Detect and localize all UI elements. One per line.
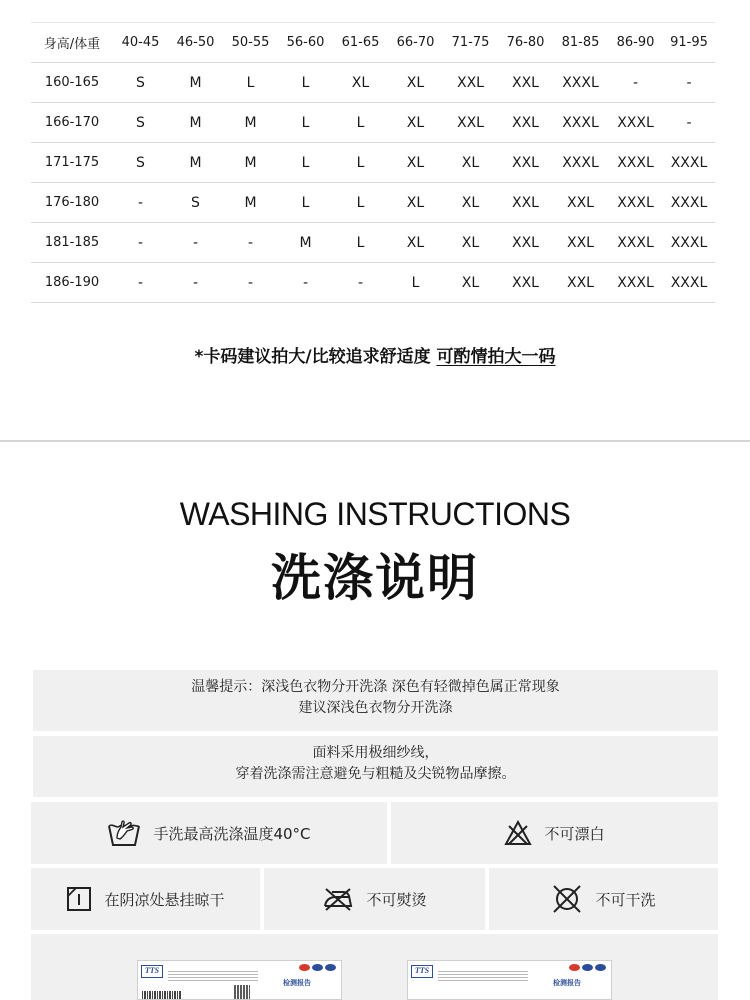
hand-wash-icon [107, 818, 141, 848]
height-range-cell: 186-190 [31, 263, 113, 303]
washing-tip-color [33, 670, 718, 731]
size-cell: XXL [443, 63, 498, 103]
care-label: 在阴凉处悬挂晾干 [104, 890, 225, 909]
size-cell: M [168, 143, 223, 183]
care-no-iron [264, 868, 485, 930]
size-cell: XXXL [663, 143, 715, 183]
size-cell: XL [443, 263, 498, 303]
care-label: 不可干洗 [595, 890, 656, 909]
height-range-cell: 181-185 [31, 223, 113, 263]
tts-logo: TTS [411, 965, 433, 978]
size-cell: - [113, 263, 168, 303]
certification-marks-icon [569, 964, 606, 971]
size-cell: L [223, 63, 278, 103]
header-weight-range: 50-55 [223, 23, 278, 63]
size-cell: XXXL [608, 183, 663, 223]
report-header-lines [438, 971, 528, 981]
barcode-icon [142, 991, 182, 999]
size-note-highlight: 可酌情拍大一码 [436, 347, 556, 367]
size-cell: XL [388, 183, 443, 223]
certification-marks-icon [299, 964, 336, 971]
size-cell: XXL [553, 183, 608, 223]
qr-code-icon [234, 985, 250, 999]
size-cell: - [168, 263, 223, 303]
header-weight-range: 46-50 [168, 23, 223, 63]
report-title: 检测报告 [553, 979, 581, 987]
size-table-header [31, 23, 715, 63]
tip-line: 温馨提示：深浅色衣物分开洗涤 深色有轻微掉色属正常现象 [191, 679, 560, 695]
size-cell: S [113, 143, 168, 183]
size-cell: L [333, 183, 388, 223]
washing-title-en: WASHING INSTRUCTIONS [179, 496, 571, 532]
size-cell: XXL [443, 103, 498, 143]
test-report-image [407, 960, 612, 1000]
no-bleach-icon [504, 820, 532, 846]
care-label: 不可漂白 [544, 824, 605, 843]
size-cell: L [278, 103, 333, 143]
size-cell: XXL [498, 263, 553, 303]
height-range-cell: 176-180 [31, 183, 113, 223]
tts-logo: TTS [141, 965, 163, 978]
size-chart-table [31, 22, 715, 303]
size-cell: S [168, 183, 223, 223]
care-hand-wash [31, 802, 387, 864]
size-cell: XXXL [608, 263, 663, 303]
size-cell: M [223, 183, 278, 223]
size-cell: XXXL [553, 63, 608, 103]
height-range-cell: 171-175 [31, 143, 113, 183]
size-note [0, 342, 750, 367]
line-dry-shade-icon [66, 886, 92, 912]
size-cell: XXL [498, 183, 553, 223]
size-cell: XL [443, 223, 498, 263]
size-note-text: *卡码建议拍大/比较追求舒适度 [194, 347, 431, 367]
size-cell: L [278, 63, 333, 103]
table-row [31, 263, 715, 303]
size-cell: L [388, 263, 443, 303]
table-row [31, 143, 715, 183]
size-cell: XL [443, 183, 498, 223]
size-cell: XL [443, 143, 498, 183]
care-label: 手洗最高洗涤温度40°C [153, 824, 311, 843]
care-no-bleach [391, 802, 718, 864]
size-cell: - [223, 223, 278, 263]
size-cell: - [663, 103, 715, 143]
size-cell: L [278, 143, 333, 183]
size-cell: - [168, 223, 223, 263]
test-reports-panel [31, 934, 718, 1000]
size-cell: XXXL [608, 103, 663, 143]
report-title: 检测报告 [283, 979, 311, 987]
washing-tip-fabric [33, 736, 718, 797]
header-height-weight: 身高/体重 [31, 23, 113, 63]
section-divider [0, 440, 750, 442]
header-weight-range: 71-75 [443, 23, 498, 63]
care-no-dry-clean [489, 868, 718, 930]
size-cell: XL [388, 103, 443, 143]
size-cell: - [113, 183, 168, 223]
size-cell: XXXL [663, 183, 715, 223]
size-cell: M [223, 143, 278, 183]
size-cell: - [608, 63, 663, 103]
size-cell: XXL [553, 223, 608, 263]
size-cell: XXXL [553, 143, 608, 183]
no-iron-icon [322, 886, 354, 912]
size-cell: L [333, 103, 388, 143]
size-cell: XXXL [663, 263, 715, 303]
size-cell: XL [388, 63, 443, 103]
size-cell: M [168, 103, 223, 143]
size-cell: XL [388, 223, 443, 263]
size-cell: XXL [553, 263, 608, 303]
size-cell: XXL [498, 143, 553, 183]
size-cell: - [278, 263, 333, 303]
header-weight-range: 56-60 [278, 23, 333, 63]
tip-line: 穿着洗涤需注意避免与粗糙及尖锐物品摩擦。 [235, 766, 516, 782]
header-weight-range: 86-90 [608, 23, 663, 63]
size-cell: XXL [498, 63, 553, 103]
care-line-dry-shade [31, 868, 260, 930]
size-cell: M [168, 63, 223, 103]
size-cell: S [113, 63, 168, 103]
report-header-lines [168, 971, 258, 981]
size-cell: XXXL [553, 103, 608, 143]
size-cell: - [333, 263, 388, 303]
size-cell: XXXL [608, 223, 663, 263]
test-report-image [137, 960, 342, 1000]
size-cell: - [113, 223, 168, 263]
size-cell: XL [333, 63, 388, 103]
size-cell: XXL [498, 223, 553, 263]
size-cell: L [333, 143, 388, 183]
size-cell: - [663, 63, 715, 103]
size-cell: XL [388, 143, 443, 183]
height-range-cell: 166-170 [31, 103, 113, 143]
size-cell: L [333, 223, 388, 263]
table-row [31, 183, 715, 223]
header-weight-range: 81-85 [553, 23, 608, 63]
size-cell: S [113, 103, 168, 143]
size-cell: M [223, 103, 278, 143]
size-cell: L [278, 183, 333, 223]
header-weight-range: 40-45 [113, 23, 168, 63]
header-weight-range: 91-95 [663, 23, 715, 63]
washing-title-cn: 洗涤说明 [271, 549, 479, 607]
size-cell: - [223, 263, 278, 303]
table-row [31, 103, 715, 143]
no-dry-clean-icon [551, 884, 583, 914]
tip-line: 面料采用极细纱线， [312, 745, 439, 761]
size-cell: M [278, 223, 333, 263]
size-cell: XXL [498, 103, 553, 143]
size-cell: XXXL [663, 223, 715, 263]
table-row [31, 63, 715, 103]
header-weight-range: 66-70 [388, 23, 443, 63]
header-weight-range: 61-65 [333, 23, 388, 63]
care-label: 不可熨烫 [366, 890, 427, 909]
height-range-cell: 160-165 [31, 63, 113, 103]
tip-line: 建议深浅色衣物分开洗涤 [298, 700, 453, 716]
table-row [31, 223, 715, 263]
header-weight-range: 76-80 [498, 23, 553, 63]
size-cell: XXXL [608, 143, 663, 183]
